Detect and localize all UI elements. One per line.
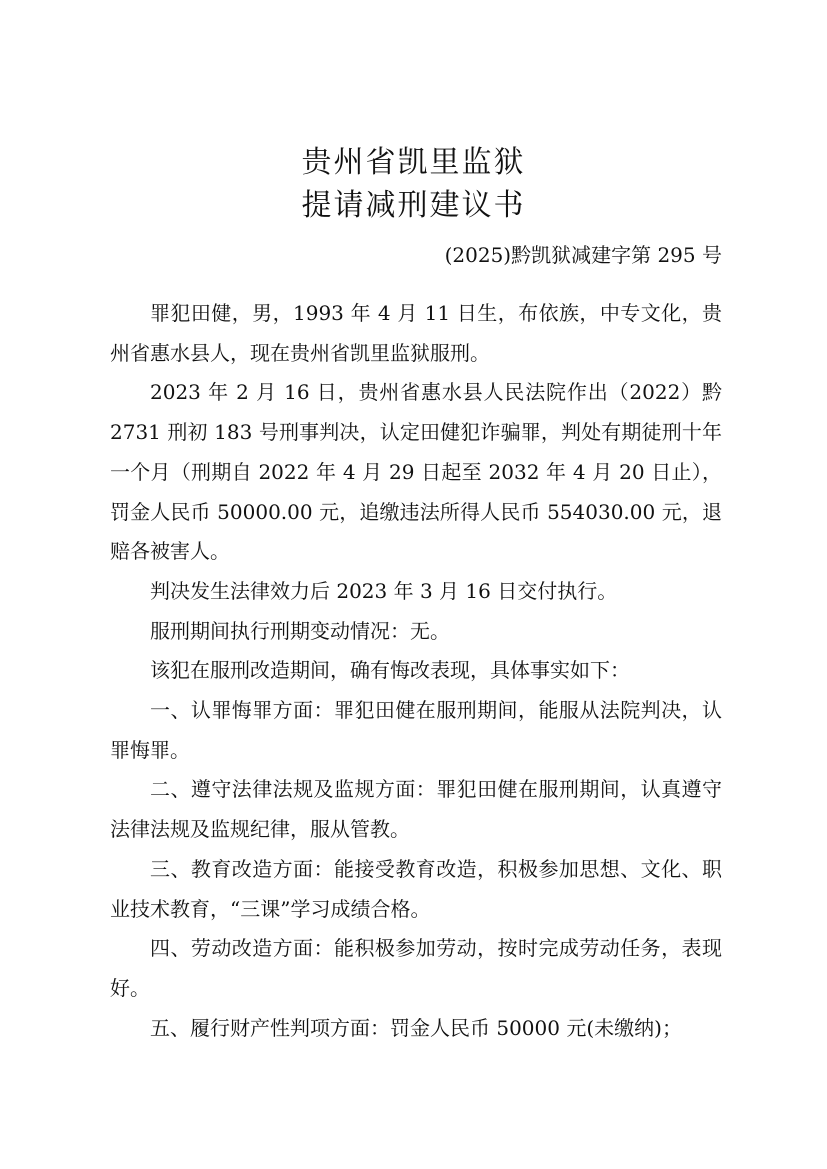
paragraph-item-1: 一、认罪悔罪方面：罪犯田健在服刑期间，能服从法院判决，认罪悔罪。 <box>110 698 722 762</box>
paragraph-offender-info: 罪犯田健，男，1993 年 4 月 11 日生，布依族，中专文化，贵州省惠水县人，现在贵州省凯里监狱服刑。 <box>110 301 722 365</box>
paragraph-execution: 判决发生法律效力后 2023 年 3 月 16 日交付执行。 <box>150 578 618 603</box>
paragraph-facts-intro: 该犯在服刑改造期间，确有悔改表现，具体事实如下： <box>150 658 630 683</box>
document-body <box>110 294 722 1048</box>
document-title-line1: 贵州省凯里监狱 <box>301 145 526 180</box>
paragraph-judgment: 2023 年 2 月 16 日，贵州省惠水县人民法院作出（2022）黔 2731 刑初 183 号刑事判决，认定田健犯诈骗罪，判处有期徒刑十年一个月（刑期自 2022 年 4 月 29 日起至 2032 年 4 月 20 日止），罚金人民币 50000.00 元，追缴违法所得人民币 554030.00 元，退赔各被害人。 <box>110 380 722 564</box>
document-number: (2025)黔凯狱减建字第 295 号 <box>444 243 722 267</box>
paragraph-sentence-change: 服刑期间执行刑期变动情况：无。 <box>150 618 450 643</box>
paragraph-item-5: 五、履行财产性判项方面：罚金人民币 50000 元(未缴纳)； <box>150 1015 682 1040</box>
paragraph-item-2: 二、遵守法律法规及监规方面：罪犯田健在服刑期间，认真遵守法律法规及监规纪律，服从管教。 <box>110 777 722 842</box>
paragraph-item-3: 三、教育改造方面：能接受教育改造，积极参加思想、文化、职业技术教育，“三课”学习成绩合格。 <box>110 856 722 921</box>
paragraph-item-4: 四、劳动改造方面：能积极参加劳动，按时完成劳动任务，表现好。 <box>110 936 722 1000</box>
document-title-line2: 提请减刑建议书 <box>301 188 526 223</box>
